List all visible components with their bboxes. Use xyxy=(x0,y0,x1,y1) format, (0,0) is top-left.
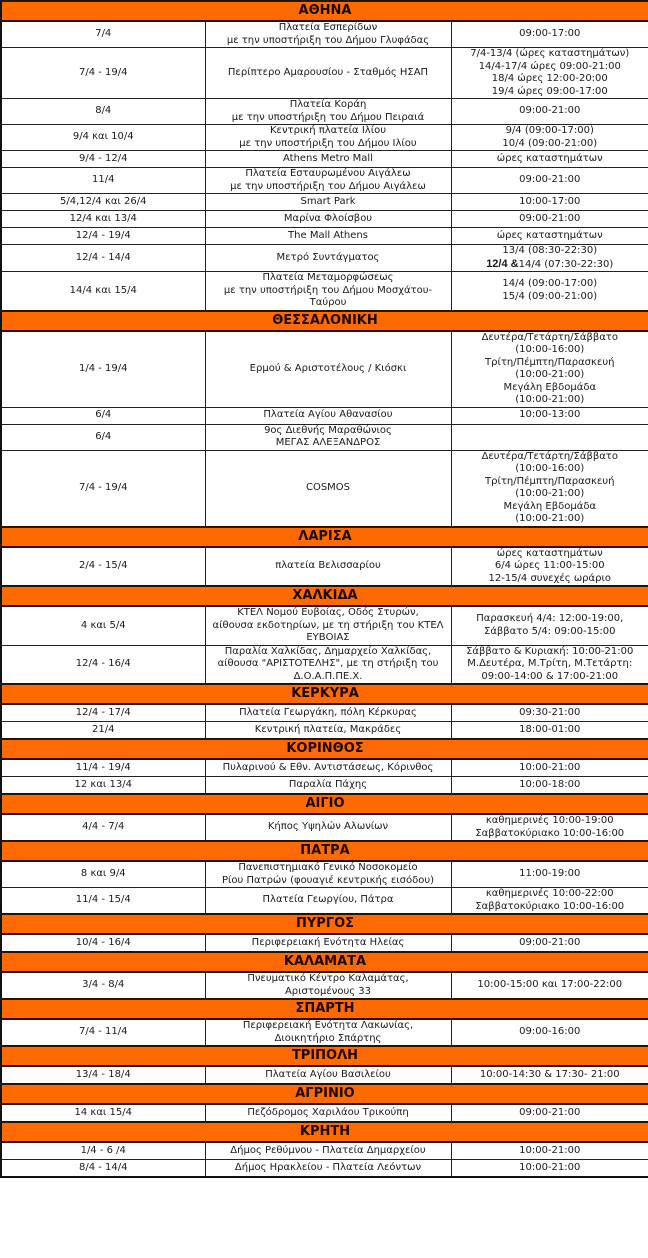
hours-cell: 10:00-21:00 xyxy=(451,759,648,777)
table-row xyxy=(1,228,648,245)
city-header-row xyxy=(1,841,648,861)
hours-cell: Σάββατο & Κυριακή: 10:00-21:00 Μ.Δευτέρα, Μ.Τρίτη, Μ.Τετάρτη: 09:00-14:00 & 17:00-21:00 xyxy=(451,645,648,684)
table-row xyxy=(1,704,648,722)
hours-cell: 11:00-19:00 xyxy=(451,861,648,888)
location-cell: Ερμού & Αριστοτέλους / Κιόσκι xyxy=(205,331,451,408)
date-cell: 12/4 - 16/4 xyxy=(1,645,205,684)
date-cell: 12/4 - 19/4 xyxy=(1,228,205,245)
location-cell: Πλατεία Γεωργάκη, πόλη Κέρκυρας xyxy=(205,704,451,722)
city-header: ΑΘΗΝΑ xyxy=(1,1,648,21)
location-cell: Smart Park xyxy=(205,194,451,211)
table-row xyxy=(1,151,648,168)
date-cell: 9/4 - 12/4 xyxy=(1,151,205,168)
city-header-row xyxy=(1,794,648,814)
hours-cell: 7/4-13/4 (ώρες καταστημάτων) 14/4-17/4 ώρες 09:00-21:00 18/4 ώρες 12:00-20:00 19/4 ώρες 09:00-17:00 xyxy=(451,48,648,99)
date-cell: 12 και 13/4 xyxy=(1,777,205,795)
table-row xyxy=(1,1066,648,1084)
table-row xyxy=(1,450,648,527)
hours-cell: 14/4 (09:00-17:00) 15/4 (09:00-21:00) xyxy=(451,272,648,311)
date-cell: 7/4 xyxy=(1,21,205,48)
location-cell: Πλατεία Εσταυρωμένου Αιγάλεω με την υποστήριξη του Δήμου Αιγάλεω xyxy=(205,168,451,194)
hours-cell: 09:00-21:00 xyxy=(451,211,648,228)
table-row xyxy=(1,759,648,777)
hours-cell: 10:00-21:00 xyxy=(451,1160,648,1178)
location-cell: Πνευματικό Κέντρο Καλαμάτας, Αριστομένους 33 xyxy=(205,972,451,999)
location-cell: Περίπτερο Αμαρουσίου - Σταθμός ΗΣΑΠ xyxy=(205,48,451,99)
location-cell: ΚΤΕΛ Νομού Ευβοίας, Οδός Στυρών, αίθουσα εκδοτηρίων, με τη στήριξη του ΚΤΕΛ ΕΥΒΟΙΑΣ xyxy=(205,606,451,645)
city-header-row xyxy=(1,311,648,331)
hours-cell: 10:00-15:00 και 17:00-22:00 xyxy=(451,972,648,999)
city-header: ΚΟΡΙΝΘΟΣ xyxy=(1,739,648,759)
hours-line: 13/4 (08:30-22:30) xyxy=(502,245,598,256)
city-header-row xyxy=(1,586,648,606)
date-cell: 12/4 - 17/4 xyxy=(1,704,205,722)
hours-cell: ώρες καταστημάτων xyxy=(451,228,648,245)
date-cell: 13/4 - 18/4 xyxy=(1,1066,205,1084)
hours-cell: 09:00-17:00 xyxy=(451,21,648,48)
city-header: ΘΕΣΣΑΛΟΝΙΚΗ xyxy=(1,311,648,331)
hours-cell: 10:00-18:00 xyxy=(451,777,648,795)
table-row xyxy=(1,888,648,915)
location-cell: Παραλία Χαλκίδας, Δημαρχείο Χαλκίδας, αίθουσα "ΑΡΙΣΤΟΤΕΛΗΣ", με τη στήριξη του Δ.Ο.Α.Π.ΠΕ.Χ. xyxy=(205,645,451,684)
date-cell: 10/4 - 16/4 xyxy=(1,934,205,952)
hours-cell: 10:00-17:00 xyxy=(451,194,648,211)
location-cell: Πλατεία Εσπερίδων με την υποστήριξη του Δήμου Γλυφάδας xyxy=(205,21,451,48)
table-row xyxy=(1,21,648,48)
hours-text: 14/4 (07:30-22:30) xyxy=(518,258,614,270)
date-cell: 8 και 9/4 xyxy=(1,861,205,888)
city-header-row xyxy=(1,527,648,547)
table-row xyxy=(1,125,648,151)
hours-cell: 10:00-13:00 xyxy=(451,407,648,424)
date-cell: 4/4 - 7/4 xyxy=(1,814,205,841)
city-header: ΠΑΤΡΑ xyxy=(1,841,648,861)
location-cell: Πανεπιστημιακό Γενικό Νοσοκομείο Ρίου Πατρών (φουαγιέ κεντρικής εισόδου) xyxy=(205,861,451,888)
table-row xyxy=(1,1160,648,1178)
table-row xyxy=(1,777,648,795)
table-row xyxy=(1,861,648,888)
city-header: ΠΥΡΓΟΣ xyxy=(1,914,648,934)
date-cell: 12/4 - 14/4 xyxy=(1,245,205,272)
location-cell: Μαρίνα Φλοίσβου xyxy=(205,211,451,228)
table-row xyxy=(1,1104,648,1122)
date-cell: 7/4 - 19/4 xyxy=(1,48,205,99)
hours-cell: Δευτέρα/Τετάρτη/Σάββατο (10:00-16:00) Τρίτη/Πέμπτη/Παρασκευή (10:00-21:00) Μεγάλη Εβδομάδα (10:00-21:00) xyxy=(451,331,648,408)
hours-cell: 18:00-01:00 xyxy=(451,722,648,740)
table-row xyxy=(1,272,648,311)
city-header: ΛΑΡΙΣΑ xyxy=(1,527,648,547)
date-cell: 3/4 - 8/4 xyxy=(1,972,205,999)
hours-cell: 9/4 (09:00-17:00) 10/4 (09:00-21:00) xyxy=(451,125,648,151)
location-cell: Athens Metro Mall xyxy=(205,151,451,168)
location-cell: Παραλία Πάχης xyxy=(205,777,451,795)
hours-cell: 09:00-21:00 xyxy=(451,1104,648,1122)
location-cell: Πλατεία Μεταμορφώσεως με την υποστήριξη του Δήμου Μοσχάτου- Ταύρου xyxy=(205,272,451,311)
location-cell: Πλατεία Γεωργίου, Πάτρα xyxy=(205,888,451,915)
table-row xyxy=(1,194,648,211)
hours-cell: ώρες καταστημάτων 6/4 ώρες 11:00-15:00 12-15/4 συνεχές ωράριο xyxy=(451,547,648,587)
date-cell: 12/4 και 13/4 xyxy=(1,211,205,228)
hours-cell: καθημερινές 10:00-19:00 Σαββατοκύριακο 10:00-16:00 xyxy=(451,814,648,841)
date-cell: 14/4 και 15/4 xyxy=(1,272,205,311)
table-row xyxy=(1,168,648,194)
date-cell: 9/4 και 10/4 xyxy=(1,125,205,151)
location-cell: Πλατεία Αγίου Αθανασίου xyxy=(205,407,451,424)
hours-cell: 09:00-21:00 xyxy=(451,934,648,952)
location-cell: Πλατεία Κοράη με την υποστήριξη του Δήμου Πειραιά xyxy=(205,99,451,125)
date-cell: 5/4,12/4 και 26/4 xyxy=(1,194,205,211)
city-header-row xyxy=(1,914,648,934)
date-cell: 7/4 - 11/4 xyxy=(1,1019,205,1046)
city-header-row xyxy=(1,1084,648,1104)
table-row xyxy=(1,972,648,999)
table-row xyxy=(1,424,648,450)
date-cell: 14 και 15/4 xyxy=(1,1104,205,1122)
table-row xyxy=(1,814,648,841)
table-row xyxy=(1,48,648,99)
location-cell: Περιφερειακή Ενότητα Λακωνίας, Διοικητήριο Σπάρτης xyxy=(205,1019,451,1046)
city-header: ΤΡΙΠΟΛΗ xyxy=(1,1046,648,1066)
location-cell: Περιφερειακή Ενότητα Ηλείας xyxy=(205,934,451,952)
hours-cell: 10:00-21:00 xyxy=(451,1142,648,1160)
table-row xyxy=(1,547,648,587)
location-cell: Κήπος Υψηλών Αλωνίων xyxy=(205,814,451,841)
table-row xyxy=(1,211,648,228)
location-cell: Πλατεία Αγίου Βασιλείου xyxy=(205,1066,451,1084)
location-cell: πλατεία Βελισσαρίου xyxy=(205,547,451,587)
date-cell: 11/4 - 15/4 xyxy=(1,888,205,915)
date-cell: 6/4 xyxy=(1,424,205,450)
schedule-body xyxy=(1,1,648,1177)
date-cell: 8/4 xyxy=(1,99,205,125)
location-cell: Μετρό Συντάγματος xyxy=(205,245,451,272)
table-row xyxy=(1,99,648,125)
city-header: ΚΕΡΚΥΡΑ xyxy=(1,684,648,704)
table-row xyxy=(1,722,648,740)
city-header: ΧΑΛΚΙΔΑ xyxy=(1,586,648,606)
location-cell: Κεντρική πλατεία Ιλίου με την υποστήριξη του Δήμου Ιλίου xyxy=(205,125,451,151)
date-cell: 1/4 - 19/4 xyxy=(1,331,205,408)
table-row xyxy=(1,606,648,645)
date-cell: 2/4 - 15/4 xyxy=(1,547,205,587)
hours-bold-prefix: 12/4 & xyxy=(486,257,519,270)
hours-cell xyxy=(451,424,648,450)
date-cell: 1/4 - 6 /4 xyxy=(1,1142,205,1160)
table-row xyxy=(1,331,648,408)
table-row xyxy=(1,1019,648,1046)
location-cell: COSMOS xyxy=(205,450,451,527)
city-header-row xyxy=(1,684,648,704)
table-row xyxy=(1,1142,648,1160)
date-cell: 7/4 - 19/4 xyxy=(1,450,205,527)
date-cell: 6/4 xyxy=(1,407,205,424)
location-cell: 9ος Διεθνής Μαραθώνιος ΜΕΓΑΣ ΑΛΕΞΑΝΔΡΟΣ xyxy=(205,424,451,450)
city-header: ΚΡΗΤΗ xyxy=(1,1122,648,1142)
hours-cell: ώρες καταστημάτων xyxy=(451,151,648,168)
hours-cell: 09:00-16:00 xyxy=(451,1019,648,1046)
city-header: ΑΓΡΙΝΙΟ xyxy=(1,1084,648,1104)
location-cell: Πυλαρινού & Εθν. Αντιστάσεως, Κόρινθος xyxy=(205,759,451,777)
city-header-row xyxy=(1,1,648,21)
city-header-row xyxy=(1,1122,648,1142)
hours-cell: 10:00-14:30 & 17:30- 21:00 xyxy=(451,1066,648,1084)
table-row xyxy=(1,645,648,684)
hours-cell: 09:00-21:00 xyxy=(451,99,648,125)
city-header-row xyxy=(1,952,648,972)
city-header: ΑΙΓΙΟ xyxy=(1,794,648,814)
table-row xyxy=(1,407,648,424)
date-cell: 11/4 - 19/4 xyxy=(1,759,205,777)
date-cell: 21/4 xyxy=(1,722,205,740)
location-cell: Δήμος Ηρακλείου - Πλατεία Λεόντων xyxy=(205,1160,451,1178)
date-cell: 11/4 xyxy=(1,168,205,194)
date-cell: 8/4 - 14/4 xyxy=(1,1160,205,1178)
date-cell: 4 και 5/4 xyxy=(1,606,205,645)
hours-line xyxy=(455,258,646,272)
hours-cell xyxy=(451,245,648,272)
city-header-row xyxy=(1,739,648,759)
hours-cell: Δευτέρα/Τετάρτη/Σάββατο (10:00-16:00) Τρίτη/Πέμπτη/Παρασκευή (10:00-21:00) Μεγάλη Εβδομάδα (10:00-21:00) xyxy=(451,450,648,527)
location-cell: Κεντρική πλατεία, Μακράδες xyxy=(205,722,451,740)
city-header: ΚΑΛΑΜΑΤΑ xyxy=(1,952,648,972)
location-cell: Δήμος Ρεθύμνου - Πλατεία Δημαρχείου xyxy=(205,1142,451,1160)
city-header-row xyxy=(1,1046,648,1066)
hours-cell: καθημερινές 10:00-22:00 Σαββατοκύριακο 10:00-16:00 xyxy=(451,888,648,915)
location-cell: Πεζόδρομος Χαριλάου Τρικούπη xyxy=(205,1104,451,1122)
city-header: ΣΠΑΡΤΗ xyxy=(1,999,648,1019)
city-header-row xyxy=(1,999,648,1019)
hours-cell: Παρασκευή 4/4: 12:00-19:00, Σάββατο 5/4: 09:00-15:00 xyxy=(451,606,648,645)
location-cell: The Mall Athens xyxy=(205,228,451,245)
hours-cell: 09:30-21:00 xyxy=(451,704,648,722)
hours-cell: 09:00-21:00 xyxy=(451,168,648,194)
table-row xyxy=(1,245,648,272)
table-row xyxy=(1,934,648,952)
